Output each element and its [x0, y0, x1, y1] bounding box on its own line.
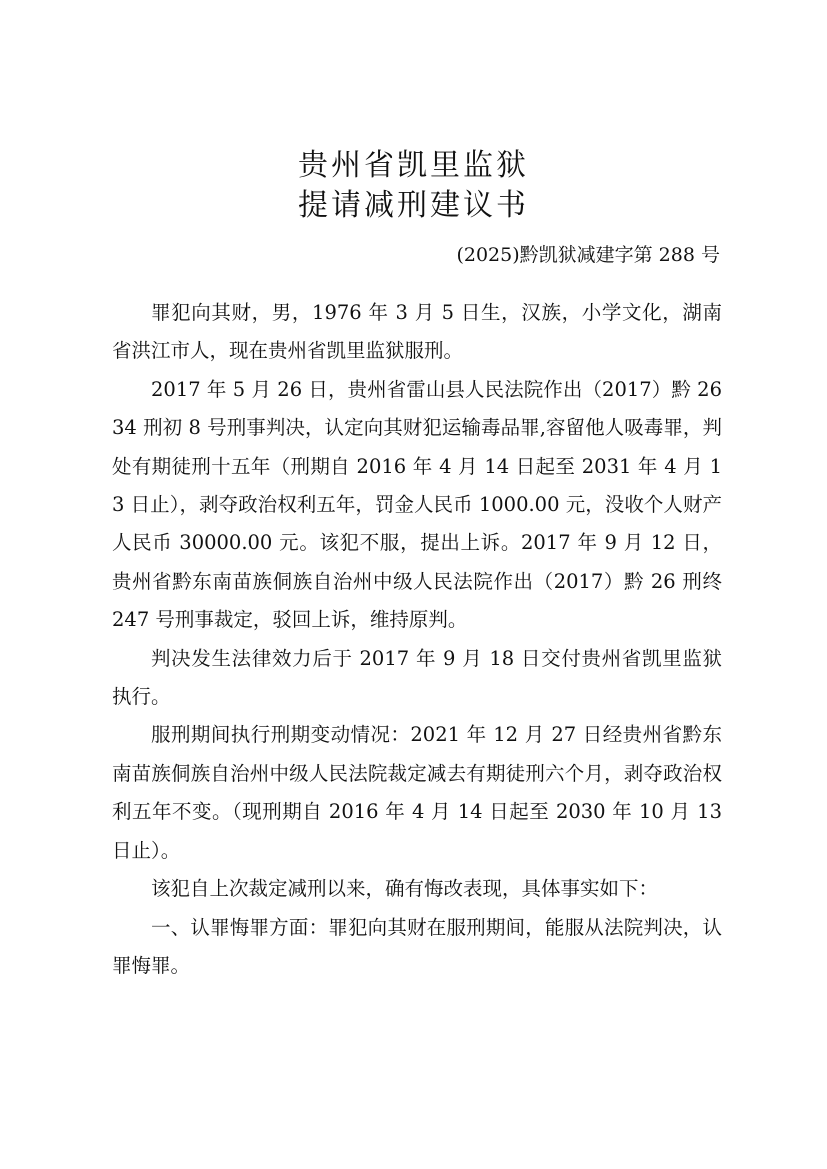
- paragraph-repentance-section-1: 一、认罪悔罪方面：罪犯向其财在服刑期间，能服从法院判决，认罪悔罪。: [112, 915, 722, 977]
- document-title-institution: 贵州省凯里监狱: [298, 148, 529, 183]
- document-number: (2025)黔凯狱减建字第 288 号: [456, 244, 720, 266]
- paragraph-repentance-intro: 该犯自上次裁定减刑以来，确有悔改表现，具体事实如下：: [151, 877, 659, 901]
- paragraph-sentence-changes: 服刑期间执行刑期变动情况：2021 年 12 月 27 日经贵州省黔东南苗族侗族自治州中级人民法院裁定减去有期徒刑六个月，剥夺政治权利五年不变。（现刑期自 2016 年 4 月 14 日起至 2030 年 10 月 13 日止）。: [112, 723, 722, 862]
- paragraph-execution: 判决发生法律效力后于 2017 年 9 月 18 日交付贵州省凯里监狱执行。: [112, 646, 722, 709]
- document-body: [112, 294, 722, 985]
- paragraph-original-judgment: 2017 年 5 月 26 日，贵州省雷山县人民法院作出（2017）黔 2634 刑初 8 号刑事判决，认定向其财犯运输毒品罪,容留他人吸毒罪，判处有期徒刑十五年（刑期自 2016 年 4 月 14 日起至 2031 年 4 月 13 日止），剥夺政治权利五年，罚金人民币 1000.00 元，没收个人财产人民币 30000.00 元。该犯不服，提出上诉。2017 年 9 月 12 日，贵州省黔东南苗族侗族自治州中级人民法院作出（2017）黔 26 刑终 247 号刑事裁定，驳回上诉，维持原判。: [112, 377, 722, 632]
- paragraph-criminal-info: 罪犯向其财，男，1976 年 3 月 5 日生，汉族，小学文化，湖南省洪江市人，现在贵州省凯里监狱服刑。: [112, 301, 722, 363]
- document-title-type: 提请减刑建议书: [298, 188, 529, 223]
